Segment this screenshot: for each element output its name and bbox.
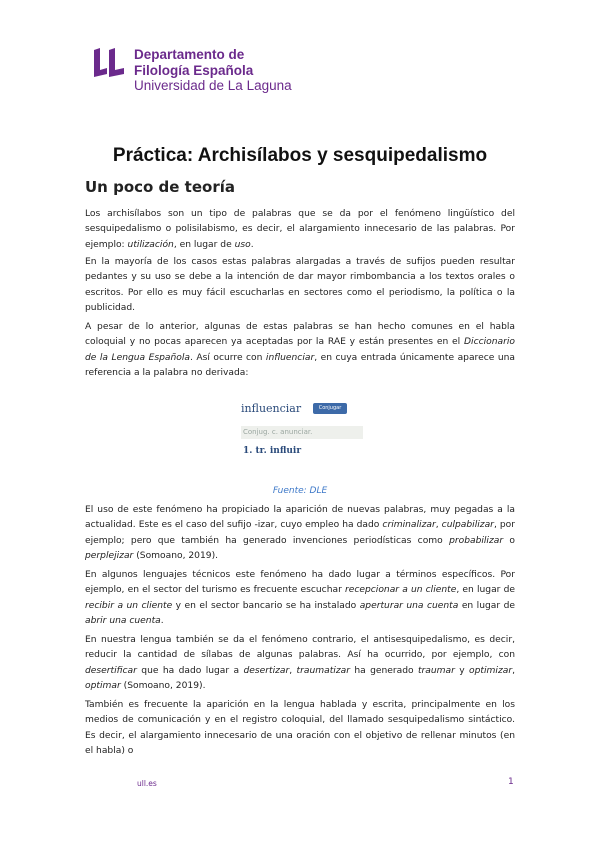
paragraph-3: A pesar de lo anterior, algunas de estas palabras se han hecho comunes en el habla coloquial y no pocas aparecen ya aceptadas por la RAE y están presentes en el Diccionario de la Lengua Española. Así ocurre con influenciar, en cuya entrada únicamente aparece una referencia a la palabra no derivada: bbox=[85, 322, 515, 379]
conjugate-button: Conjugar bbox=[313, 403, 347, 414]
paragraph-1: Los archisílabos son un tipo de palabras que se da por el fenómeno lingüístico del sesquipedalismo o polisilabismo, es decir, el alargamiento innecesario de las palabras. Por ejemplo: utilización, en lugar de uso. bbox=[85, 209, 515, 250]
paragraph-6: En nuestra lengua también se da el fenómeno contrario, el antisesquipedalismo, es decir, reducir la cantidad de sílabas de algunas palabras. Así ha ocurrido, por ejemplo, con desertificar que ha dado lugar a desertizar, traumatizar ha generado traumar y optimizar, optimar (Somoano, 2019). bbox=[85, 635, 515, 692]
logo-department-line: Departamento de bbox=[134, 47, 245, 62]
image-caption: Fuente: DLE bbox=[272, 486, 328, 496]
footer-site-link[interactable]: ull.es bbox=[137, 779, 157, 788]
department-logo bbox=[92, 44, 312, 96]
paragraph-5: En algunos lenguajes técnicos este fenómeno ha dado lugar a términos específicos. Por ejemplo, en el sector del turismo es frecuente escuchar recepcionar a un cliente, en lugar de recibir a un cliente y en el sector bancario se ha instalado aperturar una cuenta en lugar de abrir una cuenta. bbox=[85, 570, 515, 627]
paragraph-4: El uso de este fenómeno ha propiciado la aparición de nuevas palabras, muy pegadas a la actualidad. Este es el caso del sufijo -izar, cuyo empleo ha dado criminalizar, culpabilizar, por ejemplo; pero que también ha generado invenciones periodísticas como probabilizar o perplejizar (Somoano, 2019). bbox=[85, 505, 515, 562]
dictionary-entry-image bbox=[241, 402, 365, 460]
dictionary-conjugation-bar: Conjug. c. anunciar. bbox=[241, 426, 363, 439]
logo-university-name: Universidad de La Laguna bbox=[134, 78, 292, 93]
paragraph-7: También es frecuente la aparición en la lengua hablada y escrita, principalmente en los medios de comunicación y en el registro coloquial, del llamado sesquipedalismo sintáctico. Es decir, el alargamiento innecesario de una oración con el objetivo de rellenar minutos (en el habla) o bbox=[85, 700, 515, 757]
page-number: 1 bbox=[508, 777, 514, 787]
logo-text bbox=[134, 47, 292, 94]
dictionary-headword: influenciar bbox=[241, 402, 302, 415]
page-title: Práctica: Archisílabos y sesquipedalismo bbox=[112, 145, 488, 166]
logo-department-name: Filología Española bbox=[134, 62, 254, 78]
paragraph-2: En la mayoría de los casos estas palabras alargadas a través de sufijos pueden resultar pedantes y su uso se debe a la intención de dar mayor rimbombancia a los textos orales o escritos. Por ello es muy fácil escucharlas en sectores como el periodismo, la política o la publicidad. bbox=[85, 257, 515, 314]
section-heading: Un poco de teoría bbox=[85, 178, 235, 196]
ull-logo-mark-icon bbox=[92, 46, 126, 78]
dictionary-definition: 1. tr. influir bbox=[243, 446, 302, 456]
